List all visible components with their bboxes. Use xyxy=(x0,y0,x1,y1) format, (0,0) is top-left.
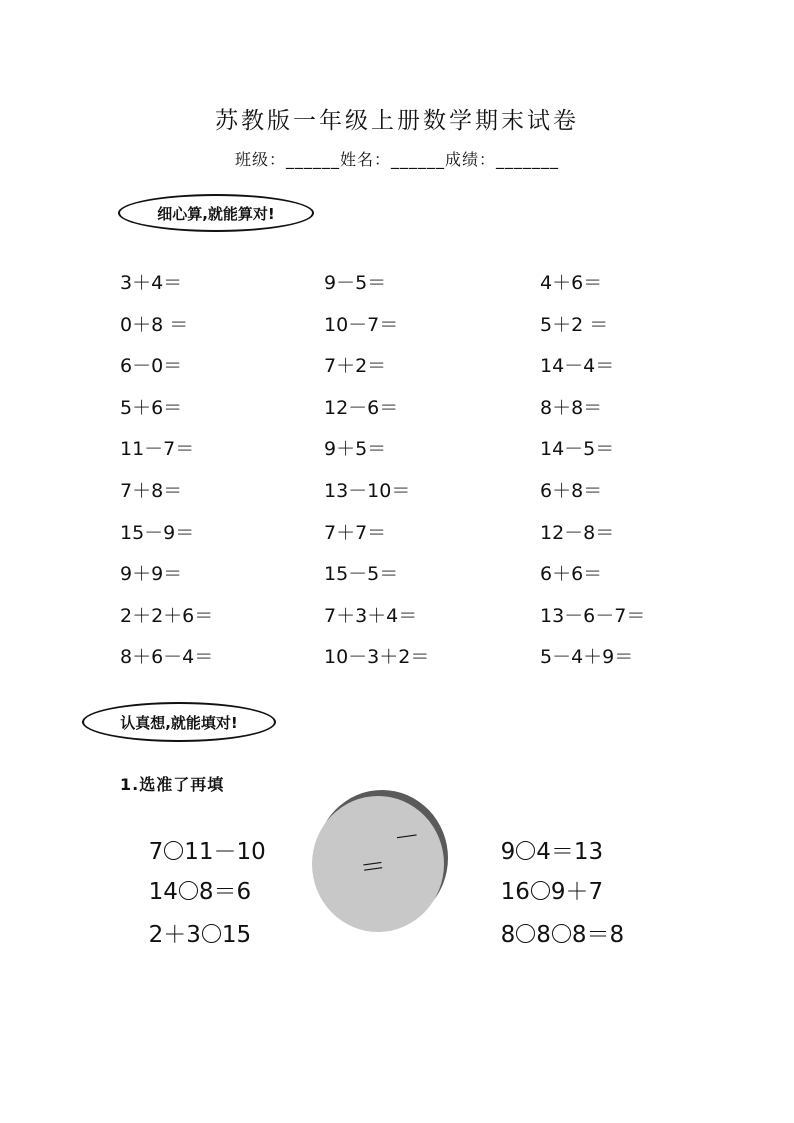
problem-item: 14－5＝ xyxy=(540,438,615,460)
student-info-line: 班级：______姓名：______成绩：_______ xyxy=(234,150,559,169)
problem-item: 7＋8＝ xyxy=(120,480,183,502)
problem-item: 5－4＋9＝ xyxy=(540,646,634,668)
compare-middle-operand: 8 xyxy=(536,922,551,948)
problem-item: 10－3＋2＝ xyxy=(324,646,430,668)
problem-item: 3＋4＝ xyxy=(120,272,183,294)
problem-item: 5＋2 ＝ xyxy=(540,314,609,336)
problem-item: 7＋2＝ xyxy=(324,355,387,377)
problem-item: 0＋8 ＝ xyxy=(120,314,189,336)
compare-item xyxy=(486,896,624,948)
blank-circle[interactable] xyxy=(202,924,221,943)
compare-left-operand: 14 xyxy=(148,879,178,905)
problem-item: 8＋8＝ xyxy=(540,397,603,419)
compare-right-operand: 11－10 xyxy=(184,839,266,865)
compare-right-operand: 15 xyxy=(221,922,252,948)
compare-left-operand: 9 xyxy=(500,839,516,865)
section-label-fill-in: 认真想,就能填对! xyxy=(82,702,276,742)
equals-symbol: ＝ xyxy=(358,851,388,885)
problem-item: 11－7＝ xyxy=(120,438,195,460)
compare-left-operand: 16 xyxy=(500,879,530,905)
compare-item xyxy=(134,896,251,948)
problem-item: 8＋6－4＝ xyxy=(120,646,214,668)
compare-right-operand: 8＝6 xyxy=(198,879,252,905)
compare-left-operand: 2＋3 xyxy=(148,922,201,948)
problem-item: 7＋3＋4＝ xyxy=(324,605,418,627)
problem-item: 4＋6＝ xyxy=(540,272,603,294)
problem-item: 5＋6＝ xyxy=(120,397,183,419)
problem-item: 9＋5＝ xyxy=(324,438,387,460)
problem-item: 15－9＝ xyxy=(120,522,195,544)
problem-item: 9＋9＝ xyxy=(120,563,183,585)
compare-right-operand: 4＝13 xyxy=(536,839,604,865)
problem-item: 12－8＝ xyxy=(540,522,615,544)
problem-item: 2＋2＋6＝ xyxy=(120,605,214,627)
problem-item: 7＋7＝ xyxy=(324,522,387,544)
blank-circle[interactable] xyxy=(516,924,535,943)
problem-item: 13－6－7＝ xyxy=(540,605,646,627)
question-title: 1.选准了再填 xyxy=(120,775,225,794)
problem-item: 9－5＝ xyxy=(324,272,387,294)
compare-right-operand: 9＋7 xyxy=(550,879,604,905)
problem-item: 6＋8＝ xyxy=(540,480,603,502)
problem-item: 13－10＝ xyxy=(324,480,411,502)
problem-item: 6＋6＝ xyxy=(540,563,603,585)
blank-circle[interactable] xyxy=(552,924,571,943)
problem-item: 12－6＝ xyxy=(324,397,399,419)
compare-left-operand: 8 xyxy=(500,922,516,948)
problem-item: 10－7＝ xyxy=(324,314,399,336)
compare-left-operand: 7 xyxy=(148,839,164,865)
problem-item: 14－4＝ xyxy=(540,355,615,377)
section-label-calculation: 细心算,就能算对! xyxy=(118,194,314,232)
page-title: 苏教版一年级上册数学期末试卷 xyxy=(215,108,579,134)
minus-symbol: － xyxy=(392,821,422,855)
compare-right-operand: 8＝8 xyxy=(571,922,625,948)
symbol-choice-circle xyxy=(310,788,450,934)
problem-item: 15－5＝ xyxy=(324,563,399,585)
problem-item: 6－0＝ xyxy=(120,355,183,377)
